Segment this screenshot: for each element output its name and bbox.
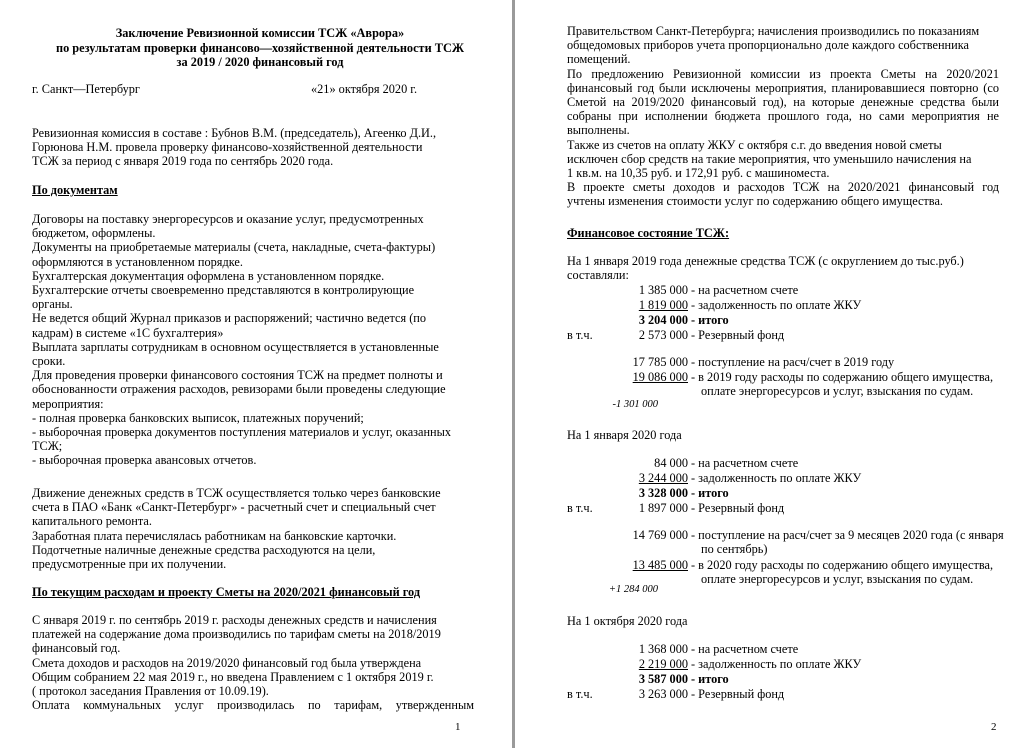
difference-value: +1 284 000 (608, 584, 658, 595)
difference-value: -1 301 000 (612, 399, 658, 410)
documents-section (32, 212, 482, 468)
text-line: Правительством Санкт-Петербурга; начисления производились по показаниям (567, 24, 980, 38)
row-prefix: в т.ч. (567, 328, 593, 342)
flow-label: - поступление на расч/счет за 9 месяцев 2020 года (с января (691, 528, 1004, 542)
date: «21» октября 2020 г. (311, 82, 418, 96)
text-line: ТСЖ; (32, 439, 63, 454)
text-line: В проекте сметы доходов и расходов ТСЖ на 2020/2021 финансовый год (567, 180, 999, 195)
heading-current-expenses: По текущим расходам и проекту Сметы на 2020/2021 финансовый год (32, 585, 421, 599)
text-line: обоснованности отражения расходов, ревизорами были проведены следующие (32, 382, 446, 397)
flow-amount: 17 785 000 (632, 355, 688, 369)
row-label: - итого (691, 672, 729, 686)
text-line: счета в ПАО «Банк «Санкт-Петербург» - расчетный счет и специальный счет (32, 500, 436, 515)
flow-amount: 13 485 000 (632, 558, 688, 572)
row-prefix: в т.ч. (567, 501, 593, 515)
amount-value: 1 897 000 (638, 501, 688, 515)
text-line: Общим собранием 22 мая 2019 г., но введена Правлением с 1 октября 2019 г. (32, 669, 434, 684)
row-label: - итого (691, 313, 729, 327)
flow-label: - в 2020 году расходы по содержанию общего имущества, (691, 558, 994, 572)
page-number: 2 (991, 721, 997, 733)
amount-value: 3 244 000 (638, 471, 688, 485)
heading-documents: По документам (32, 183, 118, 197)
text-line: Договоры на поставку энергоресурсов и оказание услуг, предусмотренных (32, 212, 424, 226)
amount-value: 3 204 000 (638, 313, 688, 327)
text-line: С января 2019 г. по сентябрь 2019 г. расходы денежных средств и начисления (32, 613, 437, 627)
text-line: Документы на приобретаемые материалы (счета, накладные, счета-фактуры) (32, 240, 436, 255)
text-line: учтены изменения стоимости услуг по содержанию общего имущества. (567, 194, 943, 209)
text-line: платежей на содержание дома производились по тарифам сметы на 2018/2019 (32, 627, 441, 642)
text-line: Сметой на 2019/2020 финансовый год), на которые денежные средства были (567, 95, 999, 110)
text-line: сроки. (32, 354, 66, 369)
amount-value: 3 328 000 (638, 486, 688, 500)
text-line: - выборочная проверка авансовых отчетов. (32, 453, 257, 468)
text-line: - полная проверка банковских выписок, платежных поручений; (32, 410, 364, 425)
document-page-2 (515, 0, 1024, 748)
text-line: Подотчетные наличные денежные средства расходуются на цели, (32, 542, 376, 557)
text-line: Заработная плата перечислялась работникам на банковские карточки. (32, 528, 397, 543)
text-line: Движение денежных средств в ТСЖ осуществляется только через банковские (32, 486, 441, 500)
place: г. Санкт—Петербург (32, 82, 140, 96)
flow-label-cont: оплате энергоресурсов и услуг, взыскания по судам. (701, 572, 974, 586)
text-line: органы. (32, 297, 73, 312)
flow-amount: 19 086 000 (632, 370, 688, 384)
text-line: исключен сбор средств на такие мероприятия, что уменьшило начисления на (567, 151, 972, 166)
amount-value: 84 000 (654, 456, 688, 470)
sec3-intro: На 1 октября 2020 года (567, 614, 688, 628)
amount-value: 1 819 000 (638, 298, 688, 312)
row-label: - задолженность по оплате ЖКУ (691, 471, 862, 485)
text-line: Выплата зарплаты сотрудникам в основном осуществляется в установленные (32, 339, 439, 354)
row-label: - задолженность по оплате ЖКУ (691, 298, 862, 312)
text-line: бюджетом, оформлены. (32, 226, 156, 241)
row-label: - Резервный фонд (691, 501, 785, 515)
amount-value: 1 385 000 (638, 283, 688, 297)
row-label: - Резервный фонд (691, 328, 785, 342)
amount-value: 3 263 000 (638, 687, 688, 701)
text-line: финансовый год. (32, 641, 121, 656)
document-title: Заключение Ревизионной комиссии ТСЖ «Аврора» по результатам проверки финансово—хозяйственной деятельности ТСЖ за 2019 / 2020 финансовый год (56, 26, 464, 69)
text-line: Для проведения проверки финансового состояния ТСЖ на предмет полноты и (32, 368, 443, 383)
row-label: - на расчетном счете (691, 642, 799, 656)
text-line: Бухгалтерская документация оформлена в установленном порядке. (32, 268, 385, 283)
text-line: выполнены. (567, 123, 630, 138)
amount-value: 3 587 000 (638, 672, 688, 686)
amount-value: 1 368 000 (638, 642, 688, 656)
text-line: мероприятия: (32, 396, 104, 411)
text-line: 1 кв.м. на 10,35 руб. и 172,91 руб. с машиноместа. (567, 166, 830, 181)
money-section (32, 486, 482, 571)
amount-value: 2 573 000 (638, 328, 688, 342)
row-prefix: в т.ч. (567, 687, 593, 701)
text-line: Бухгалтерские отчеты своевременно представляются в контролирующие (32, 283, 415, 298)
continuation-section (567, 24, 999, 209)
text-line: Оплата коммунальных услуг производилась по тарифам, утвержденным (32, 698, 474, 713)
amount-value: 2 219 000 (638, 657, 688, 671)
flow-amount: 14 769 000 (632, 528, 688, 542)
text-line: общедомовых приборов учета пропорционально доле каждого собственника (567, 38, 969, 53)
row-label: - итого (691, 486, 729, 500)
row-label: - задолженность по оплате ЖКУ (691, 657, 862, 671)
row-label: - на расчетном счете (691, 283, 799, 297)
heading-financial-state: Финансовое состояние ТСЖ: (567, 226, 730, 240)
sec1-intro: На 1 января 2019 года денежные средства ТСЖ (с округлением до тыс.руб.) составляли: (567, 254, 964, 283)
current-expenses-section (32, 613, 474, 712)
row-label: - на расчетном счете (691, 456, 799, 470)
text-line: ( протокол заседания Правления от 10.09.19). (32, 684, 269, 699)
text-line: Также из счетов на оплату ЖКУ с октября с.г. до введения новой сметы (567, 137, 942, 152)
text-line: оформляются в установленном порядке. (32, 254, 243, 269)
text-line: Смета доходов и расходов на 2019/2020 финансовый год была утверждена (32, 655, 422, 670)
flow-label: - в 2019 году расходы по содержанию общего имущества, (691, 370, 994, 384)
page-number: 1 (455, 721, 461, 733)
text-line: - выборочная проверка документов поступления материалов и услуг, оказанных (32, 425, 452, 440)
sec2-intro: На 1 января 2020 года (567, 428, 682, 442)
text-line: капитального ремонта. (32, 514, 152, 529)
text-line: помещений. (567, 52, 631, 67)
flow-label-cont: оплате энергоресурсов и услуг, взыскания по судам. (701, 384, 974, 398)
flow-label: - поступление на расч/счет в 2019 году (691, 355, 895, 369)
text-line: Не ведется общий Журнал приказов и распоряжений; частично ведется (по (32, 311, 427, 326)
flow-label-cont: по сентябрь) (701, 542, 768, 556)
text-line: собраны при исполнении бюджета прошлого года, но сами мероприятия не (567, 109, 999, 124)
row-label: - Резервный фонд (691, 687, 785, 701)
text-line: финансовый год были исключены мероприятия, планировавшиеся повторно (со (567, 80, 999, 95)
text-line: По предложению Ревизионной комиссии из проекта Сметы на 2020/2021 (567, 66, 999, 81)
text-line: кадрам) в системе «1С бухгалтерия» (32, 325, 224, 340)
text-line: предусмотренные при их получении. (32, 557, 227, 572)
intro-paragraph: Ревизионная комиссия в составе : Бубнов В.М. (председатель), Агеенко Д.И., Горюнова Н.М. провела проверку финансово-хозяйственной деятельности ТСЖ за период с января 2019 года по сентябрь 2020 года. (32, 126, 437, 169)
